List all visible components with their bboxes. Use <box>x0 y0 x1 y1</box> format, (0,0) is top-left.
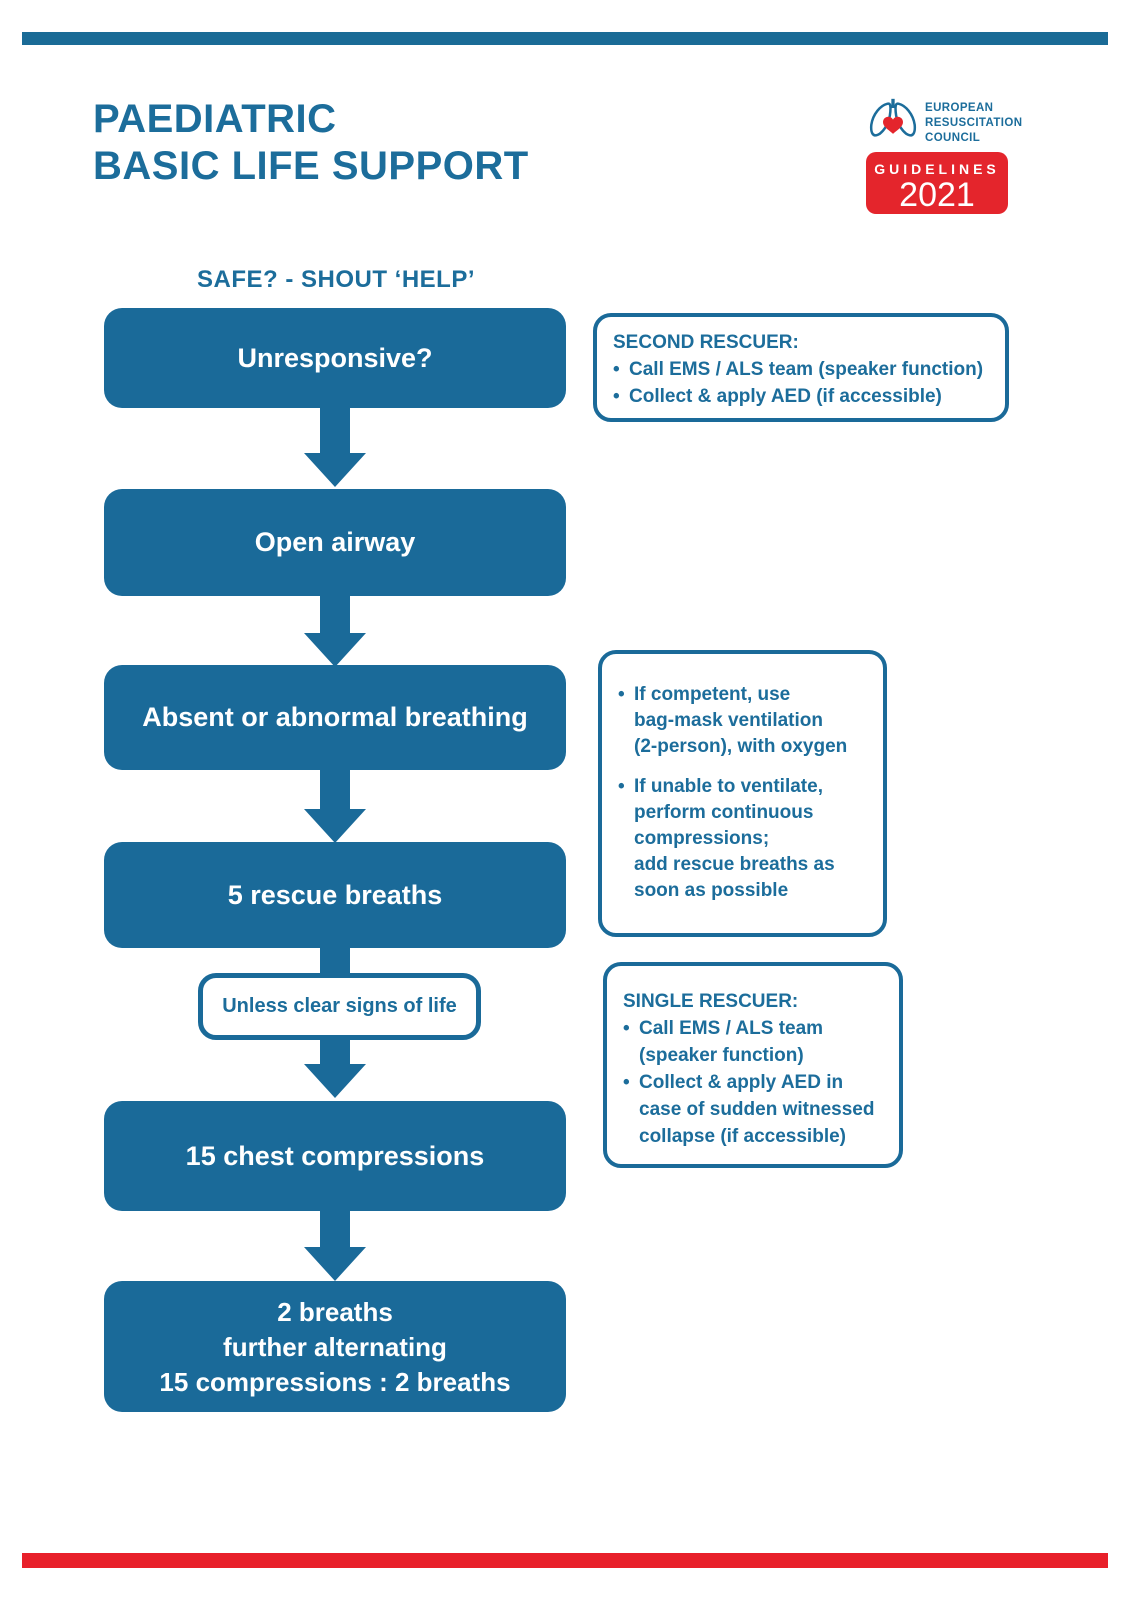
ventilation-b2-line5: soon as possible <box>634 880 789 901</box>
ratio-line2: further alternating <box>223 1332 447 1362</box>
step-unresponsive-label: Unresponsive? <box>237 342 433 373</box>
second-rescuer-bullet-2-text: Collect & apply AED (if accessible) <box>629 386 942 407</box>
bullet-icon: • <box>618 776 625 797</box>
ventilation-note <box>598 650 887 937</box>
flow-arrow-stem <box>320 769 350 809</box>
bullet-icon: • <box>623 1072 630 1093</box>
guidelines-2021-badge <box>866 152 1008 214</box>
ventilation-bullet-2-text <box>634 774 835 904</box>
page-title-line1: PAEDIATRIC <box>93 97 337 141</box>
bullet-icon: • <box>623 1018 630 1039</box>
single-rescuer-bullet-2 <box>623 1069 883 1150</box>
single-b1-line1: Call EMS / ALS team <box>639 1018 824 1039</box>
erc-org-name <box>925 101 1022 146</box>
ventilation-b2-line2: perform continuous <box>634 802 814 823</box>
single-rescuer-bullet-1 <box>623 1015 883 1069</box>
flow-arrow-head <box>304 633 366 667</box>
bullet-icon: • <box>618 684 625 705</box>
flow-connector-stem <box>320 947 350 975</box>
flow-arrow-head <box>304 1064 366 1098</box>
flow-arrow-head <box>304 453 366 487</box>
bullet-icon: • <box>613 386 620 407</box>
second-rescuer-bullet-1 <box>613 356 989 383</box>
single-b2-line1: Collect & apply AED in <box>639 1072 844 1093</box>
second-rescuer-title: SECOND RESCUER: <box>613 332 799 353</box>
badge-year: 2021 <box>899 176 975 214</box>
ventilation-b2-line3: compressions; <box>634 828 770 849</box>
single-rescuer-bullet-1-text <box>639 1015 823 1069</box>
ventilation-b2-line1: If unable to ventilate, <box>634 776 823 797</box>
ventilation-bullet-2 <box>618 774 867 904</box>
step-absent-breathing-label: Absent or abnormal breathing <box>142 702 528 732</box>
step-absent-breathing <box>104 665 566 770</box>
single-b1-line2: (speaker function) <box>639 1045 804 1066</box>
safe-shout-help-label: SAFE? - SHOUT ‘HELP’ <box>197 266 476 293</box>
ventilation-b1-line3: (2-person), with oxygen <box>634 736 848 757</box>
erc-org-line2: RESUSCITATION <box>925 117 1023 129</box>
page-title <box>93 96 529 190</box>
ventilation-b1-line2: bag-mask ventilation <box>634 710 823 731</box>
second-rescuer-bullet-2 <box>613 383 989 410</box>
single-rescuer-bullet-2-text <box>639 1069 874 1150</box>
single-rescuer-note <box>603 962 903 1168</box>
step-chest-compressions <box>104 1101 566 1211</box>
ratio-line1: 2 breaths <box>277 1297 393 1327</box>
step-alternate-ratio <box>104 1281 566 1412</box>
erc-org-line1: EUROPEAN <box>925 102 994 114</box>
ratio-line3: 15 compressions : 2 breaths <box>159 1367 511 1397</box>
step-rescue-breaths <box>104 842 566 948</box>
step-rescue-breaths-label: 5 rescue breaths <box>227 879 443 910</box>
second-rescuer-note <box>593 313 1009 422</box>
step-open-airway-label: Open airway <box>254 527 416 557</box>
second-rescuer-bullet-1-text: Call EMS / ALS team (speaker function) <box>629 359 984 380</box>
bottom-accent-bar <box>22 1553 1108 1568</box>
flow-arrow-stem <box>320 1210 350 1247</box>
ventilation-b1-line1: If competent, use <box>634 684 791 705</box>
flow-arrow-head <box>304 1247 366 1281</box>
single-b2-line3: collapse (if accessible) <box>639 1126 846 1147</box>
badge-guidelines-label: GUIDELINES <box>874 161 1000 177</box>
flow-arrow-stem <box>320 407 350 453</box>
page-title-line2: BASIC LIFE SUPPORT <box>93 144 529 188</box>
top-accent-bar <box>22 32 1108 45</box>
flow-arrow-head <box>304 809 366 843</box>
single-b2-line2: case of sudden witnessed <box>639 1099 875 1120</box>
erc-org-line3: COUNCIL <box>925 132 981 144</box>
step-chest-compressions-label: 15 chest compressions <box>185 1140 485 1171</box>
flow-arrow-stem <box>320 595 350 633</box>
flow-arrow-stem <box>320 1038 350 1064</box>
lungs-heart-icon <box>868 96 918 150</box>
ventilation-bullet-1-text <box>634 682 847 760</box>
ventilation-b2-line4: add rescue breaths as <box>634 854 835 875</box>
step-open-airway <box>104 489 566 596</box>
step-unresponsive <box>104 308 566 408</box>
unless-signs-of-life-label: Unless clear signs of life <box>222 995 457 1017</box>
single-rescuer-title: SINGLE RESCUER: <box>623 991 799 1012</box>
bullet-icon: • <box>613 359 620 380</box>
unless-signs-of-life-box <box>198 973 481 1040</box>
ventilation-bullet-1 <box>618 682 867 760</box>
